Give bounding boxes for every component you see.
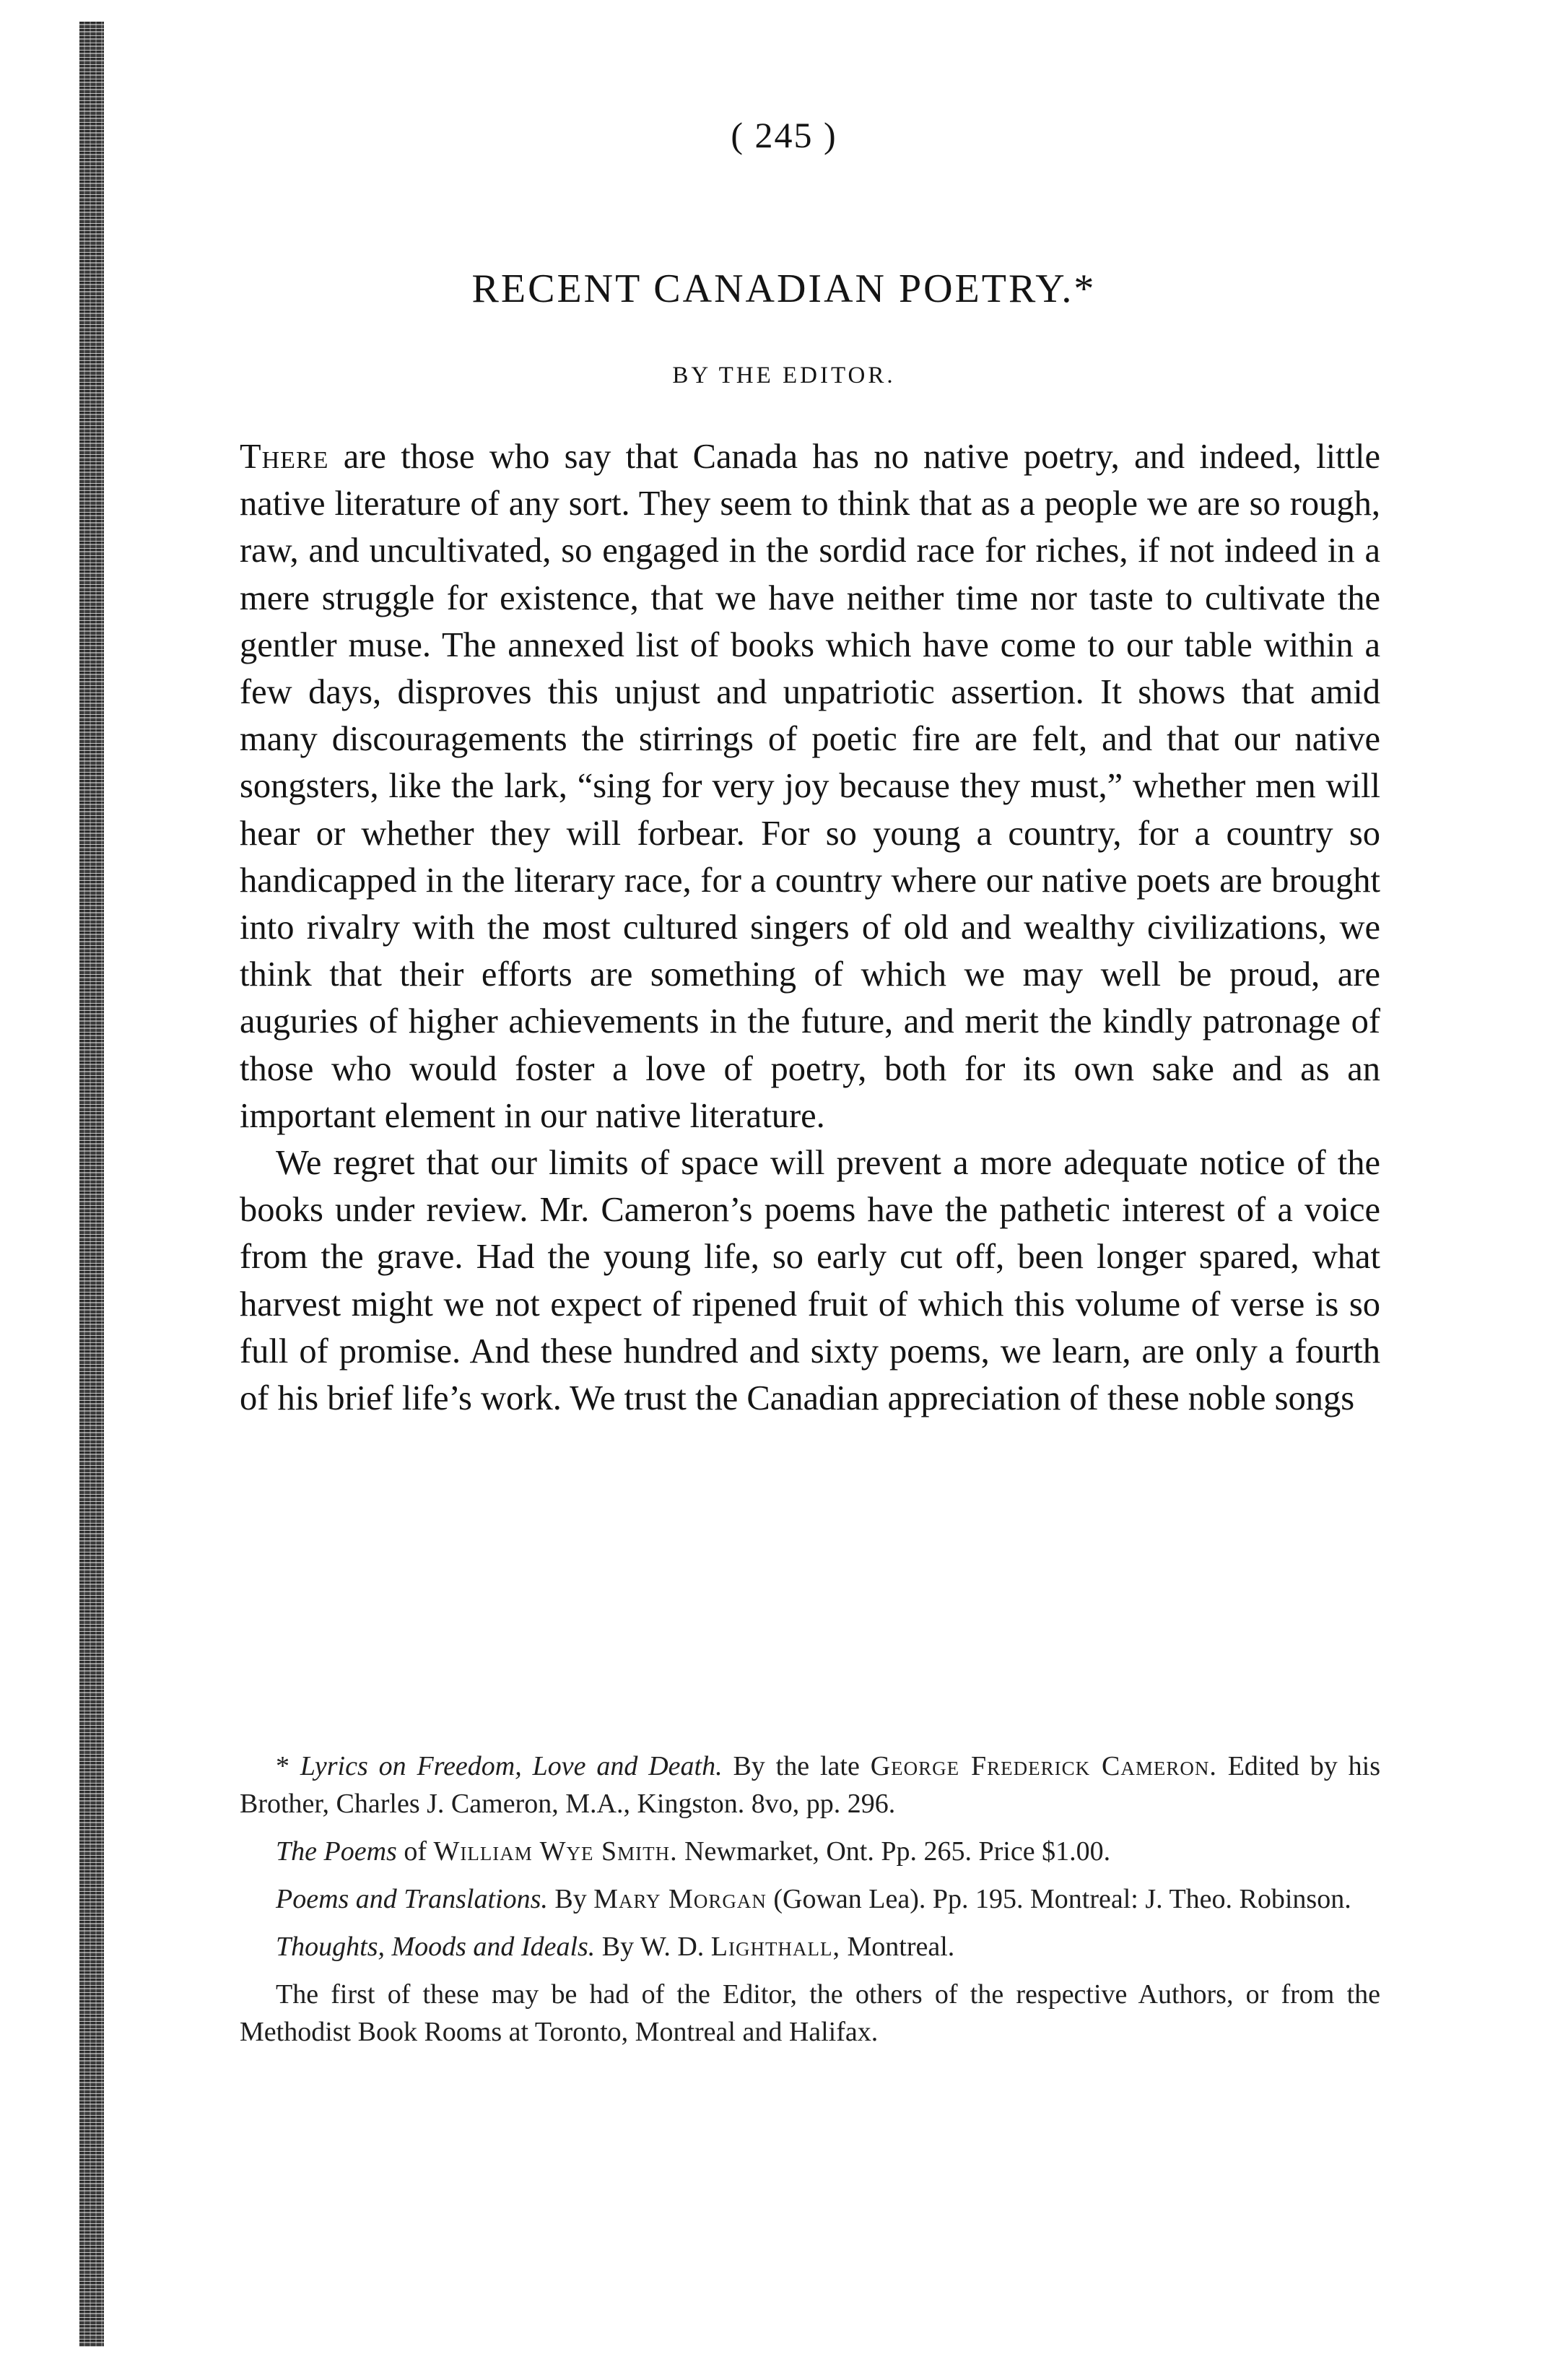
- body-paragraph-1: [240, 433, 1380, 1139]
- paragraph-lead-word: There: [240, 438, 329, 476]
- footnote-4-book-title: Thoughts, Moods and Ideals.: [276, 1932, 596, 1962]
- footnote-3-by: By: [547, 1884, 594, 1914]
- footnote-4-author: Lighthall,: [710, 1932, 840, 1962]
- footnote-4-details: Montreal.: [840, 1932, 955, 1962]
- body-paragraph-2: We regret that our limits of space will prevent a more adequate notice of the books under review. Mr. Cameron’s poems have the pathetic interest of a voice from the grave. Had the young life, so early cut off, been longer spared, what harvest might we not expect of ripened fruit of which this volume of verse is so full of promise. And these hundred and sixty poems, we learn, are only a fourth of his brief life’s work. We trust the Canadian appreciation of these noble songs: [240, 1144, 1380, 1418]
- article-body: [240, 433, 1380, 1422]
- footnote-2: [240, 1833, 1380, 1870]
- footnote-3: [240, 1880, 1380, 1918]
- footnote-2-of: of: [396, 1836, 434, 1867]
- footnote-1: [240, 1747, 1380, 1823]
- footnote-2-book-title: The Poems: [276, 1836, 397, 1867]
- footnote-3-book-title: Poems and Translations.: [276, 1884, 548, 1914]
- footnote-1-by: By the late: [722, 1751, 871, 1781]
- footnote-4-by: By W. D.: [595, 1932, 711, 1962]
- paragraph-1-text: are those who say that Canada has no native poetry, and indeed, little native literature of any sort. They seem to think that as a people we are so rough, raw, and uncultivated, so engaged in the sordid race for riches, if not indeed in a mere struggle for existence, that we have neither time nor taste to cultivate the gentler muse. The annexed list of books which have come to our table within a few days, disproves this unjust and unpatriotic assertion. It shows that amid many discouragements the stirrings of poetic fire are felt, and that our native songsters, like the lark, “sing for very joy because they must,” whether men will hear or whether they will forbear. For so young a country, for a country so handicapped in the literary race, for a country where our native poets are brought into rivalry with the most cultured singers of old and wealthy civilizations, we think that their efforts are something of which we may well be proud, are auguries of higher achievements in the future, and merit the kindly patronage of those who would foster a love of poetry, both for its own sake and as an important element in our native literature.: [240, 438, 1380, 1135]
- footnote-1-book-title: Lyrics on Freedom, Love and Death.: [300, 1751, 723, 1781]
- article-title: RECENT CANADIAN POETRY.*: [471, 266, 1097, 311]
- article-byline: BY THE EDITOR.: [672, 362, 896, 388]
- page-number: ( 245 ): [731, 115, 837, 155]
- footnote-asterisk: *: [276, 1751, 300, 1781]
- footnote-4: [240, 1928, 1380, 1966]
- footnote-availability-note: The first of these may be had of the Editor, the others of the respective Authors, or from the Methodist Book Rooms at Toronto, Montreal and Halifax.: [240, 1979, 1380, 2047]
- footnote-2-author: William Wye Smith.: [433, 1836, 678, 1867]
- footnote-1-author: George Frederick Cameron.: [870, 1751, 1217, 1781]
- footnotes: [240, 1747, 1380, 2061]
- footnote-1-details: Edited by his Brother, Charles J. Cameron, M.A., Kingston. 8vo, pp. 296.: [240, 1751, 1380, 1819]
- footnote-2-details: Newmarket, Ont. Pp. 265. Price $1.00.: [677, 1836, 1111, 1867]
- footnote-3-author: Mary Morgan: [593, 1884, 767, 1914]
- footnote-3-details: (Gowan Lea). Pp. 195. Montreal: J. Theo. Robinson.: [766, 1884, 1351, 1914]
